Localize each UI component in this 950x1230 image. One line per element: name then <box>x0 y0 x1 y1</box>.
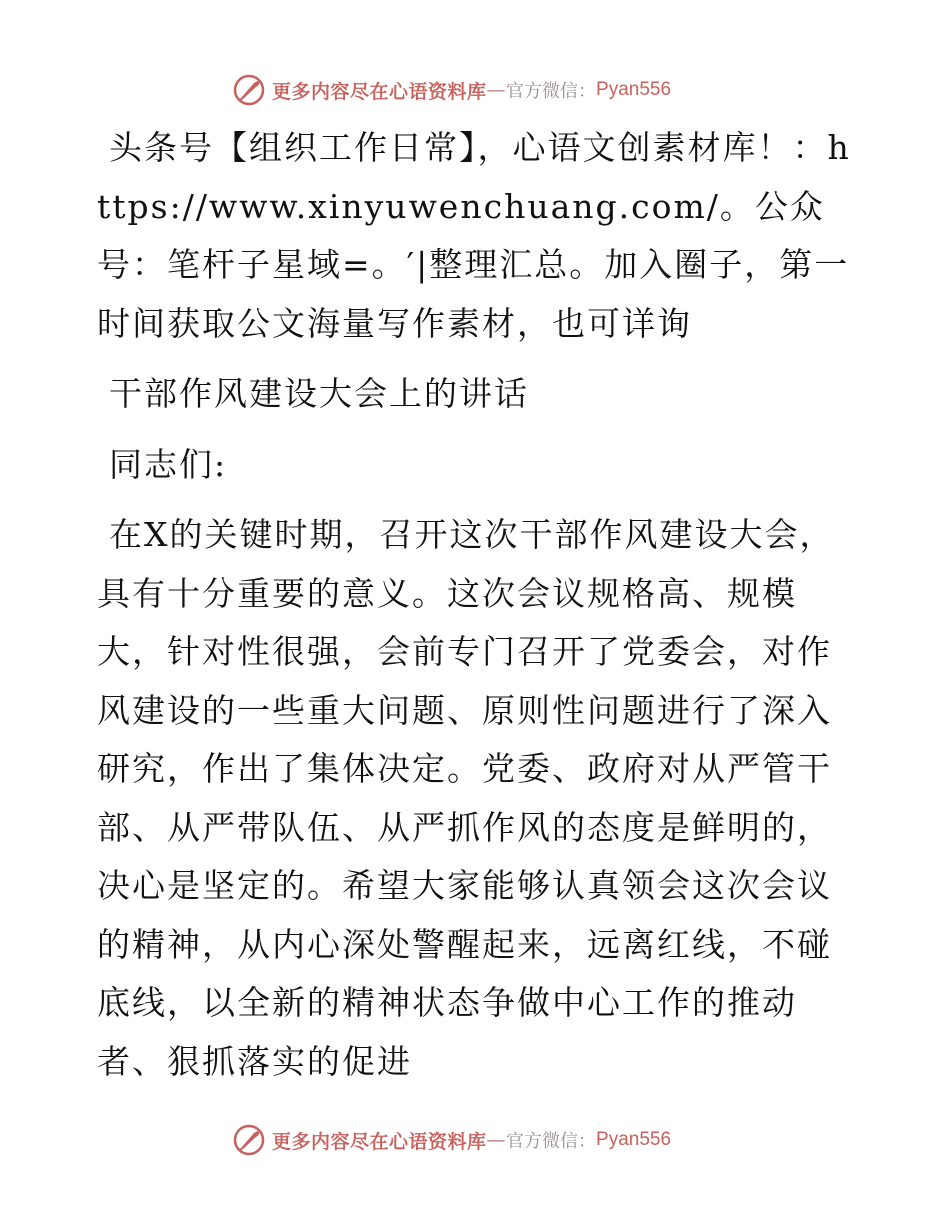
footer-banner <box>232 1120 671 1160</box>
salutation: 同志们: <box>109 444 228 484</box>
banner-dash: — <box>486 79 507 101</box>
promo-paragraph: 头条号【组织工作日常】，心语文创素材库！：https://www.xinyuwenchuang.com/。公众号：笔杆子星域=。′|整理汇总。加入圈子，第一时间获取公文海量写作素材，也可详询 <box>97 128 851 343</box>
banner-text: 更多内容尽在心语资料库 <box>272 80 487 103</box>
banner-dash: — <box>486 1129 507 1151</box>
quill-pen-logo-icon <box>232 73 266 107</box>
banner-wechat-label: 官方微信： <box>506 81 597 102</box>
header-banner <box>232 70 671 110</box>
quill-pen-logo-icon <box>232 1123 266 1157</box>
document-body <box>97 119 857 1091</box>
banner-wechat-id: Pyan556 <box>596 79 672 100</box>
body-paragraph: 在X的关键时期，召开这次干部作风建设大会，具有十分重要的意义。这次会议规格高、规模大，针对性很强，会前专门召开了党委会，对作风建设的一些重大问题、原则性问题进行了深入研究，作出了集体决定。党委、政府对从严管干部、从严带队伍、从严抓作风的态度是鲜明的，决心是坚定的。希望大家能够认真领会这次会议的精神，从内心深处警醒起来，远离红线，不碰底线，以全新的精神状态争做中心工作的推动者、狠抓落实的促进 <box>97 515 835 1081</box>
document-title: 干部作风建设大会上的讲话 <box>109 374 529 413</box>
banner-wechat-id: Pyan556 <box>596 1129 672 1150</box>
banner-wechat-label: 官方微信： <box>506 1131 597 1152</box>
banner-text: 更多内容尽在心语资料库 <box>272 1130 487 1153</box>
